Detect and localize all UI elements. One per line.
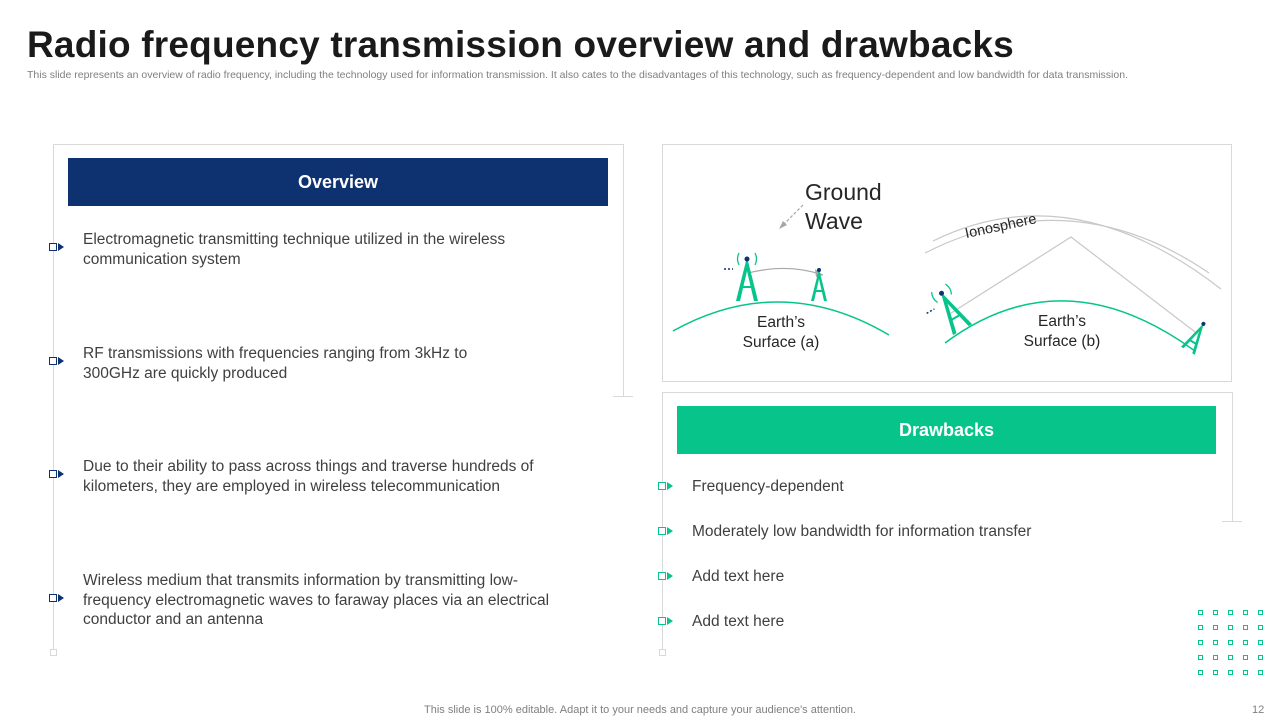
drawbacks-panel-tick (1222, 521, 1242, 522)
drawback-bullet-icon (658, 482, 673, 490)
drawbacks-heading: Drawbacks (677, 406, 1216, 454)
overview-timeline-rail (53, 144, 54, 650)
ground-wave-arrow (748, 268, 823, 275)
slide-title: Radio frequency transmission overview and drawbacks (27, 24, 1014, 65)
drawback-point-2: Moderately low bandwidth for information transfer (692, 523, 1032, 540)
overview-bullet-icon (49, 594, 64, 602)
decorative-dot-grid (1197, 609, 1272, 681)
drawbacks-timeline-rail (662, 392, 663, 650)
overview-point-2: RF transmissions with frequencies ranging from 3kHz to 300GHz are quickly produced (83, 345, 468, 382)
ground-wave-label-line2: Wave (805, 208, 863, 234)
overview-point-3: Due to their ability to pass across things and traverse hundreds of kilometers, they are employed in wireless telecommunication (83, 458, 534, 495)
overview-bullet-icon (49, 243, 64, 251)
ground-wave-label (805, 178, 882, 236)
drawback-point-1: Frequency-dependent (692, 478, 844, 495)
antenna-tower-icon (724, 253, 758, 301)
earth-surface-a-line1: Earth’s (757, 314, 805, 331)
slide-subtitle: This slide represents an overview of radio frequency, including the technology used for information transmission. It also cates to the disadvantages of this technology, such as frequency-dependent and low bandwidth for data transmission. (27, 69, 1128, 81)
drawback-point-4: Add text here (692, 613, 785, 630)
overview-bullet-icon (49, 470, 64, 478)
page-number: 12 (1252, 704, 1265, 716)
drawback-point-3: Add text here (692, 568, 785, 585)
antenna-tower-icon (1181, 318, 1211, 355)
overview-point-1: Electromagnetic transmitting technique utilized in the wireless communication system (83, 231, 506, 268)
earth-surface-a-label (722, 313, 840, 352)
drawbacks-rail-end (659, 649, 666, 656)
earth-surface-a-line2: Surface (a) (742, 333, 820, 351)
antenna-tower-icon (811, 268, 827, 301)
overview-point-4: Wireless medium that transmits information by transmitting low-frequency electromagnetic waves to faraway places via an electrical conductor and an antenna (83, 572, 550, 628)
overview-bullet-icon (49, 357, 64, 365)
overview-rail-end (50, 649, 57, 656)
drawback-bullet-icon (658, 572, 673, 580)
overview-heading: Overview (68, 158, 608, 206)
earth-surface-b-line1: Earth’s (1038, 313, 1086, 330)
slide-footer: This slide is 100% editable. Adapt it to your needs and capture your audience's attention. (424, 704, 856, 716)
ground-wave-label-line1: Ground (805, 179, 882, 205)
antenna-tower-icon (919, 283, 972, 342)
overview-panel-tick (613, 396, 633, 397)
ionosphere-label: Ionosphere (963, 211, 1038, 242)
drawback-bullet-icon (658, 617, 673, 625)
earth-surface-b-label (1003, 312, 1121, 351)
earth-surface-b-line2: Surface (b) (1023, 332, 1101, 350)
drawback-bullet-icon (658, 527, 673, 535)
